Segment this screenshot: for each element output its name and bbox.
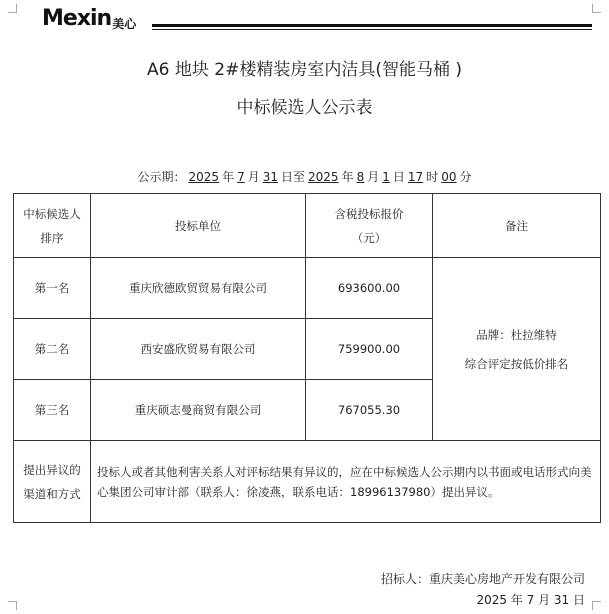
end-hour: 17 [407,170,424,184]
page-corner-mark [592,601,601,610]
objection-label-line2: 渠道和方式 [23,486,81,501]
header-rank-line1: 中标候选人 [23,206,81,221]
header-rank [14,194,91,258]
page-corner-mark [8,4,17,13]
start-day: 31 [262,170,279,184]
unit-hour: 时 [426,170,439,184]
unit-year: 年 [341,170,354,184]
unit-month: 月 [367,170,380,184]
start-year: 2025 [188,170,220,184]
header-bidder: 投标单位 [91,194,306,258]
end-month: 8 [356,170,365,184]
remarks-cell [433,258,601,441]
tenderer-signature: 招标人：重庆美心房地产开发有限公司 [380,572,585,586]
header-remarks: 备注 [433,194,601,258]
objection-row [14,441,601,523]
signature-date: 2025 年 7 月 31 日 [476,593,585,607]
header-price [306,194,433,258]
logo-wordmark: Mexin [42,6,112,31]
logo-cn-text: 美心 [112,17,137,31]
header-rule-thin [152,29,592,30]
company-logo [42,6,136,32]
bidder-cell: 重庆硕志曼商贸有限公司 [91,380,306,441]
objection-label [14,441,91,523]
notice-period-label: 公示期： [137,170,186,184]
header-price-line1: 含税投标报价 [334,206,404,221]
rank-cell: 第一名 [14,258,91,319]
objection-label-line1: 提出异议的 [23,462,81,477]
price-cell: 767055.30 [306,380,433,441]
brand-remark: 品牌：杜拉维特 [476,327,557,342]
rank-cell: 第二名 [14,319,91,380]
unit-minute: 分 [459,170,472,184]
bidder-cell: 西安盛欣贸易有限公司 [91,319,306,380]
table-header-row [14,194,601,258]
page-corner-mark [592,4,601,13]
header-price-line2: （元） [351,230,387,245]
notice-period [0,168,609,185]
end-day: 1 [382,170,390,184]
document-title: A6 地块 2#楼精装房室内洁具(智能马桶 ) [147,60,462,80]
bidder-cell: 重庆欣德欧贸贸易有限公司 [91,258,306,319]
price-cell: 693600.00 [306,258,433,319]
unit-day-to: 日至 [281,170,306,184]
unit-year: 年 [222,170,235,184]
price-cell: 759900.00 [306,319,433,380]
header-rank-line2: 排序 [40,230,64,245]
table-row [14,258,601,319]
page-corner-mark [8,601,17,610]
ranking-remark: 综合评定按低价排名 [464,356,569,371]
unit-month: 月 [247,170,260,184]
header-rule [152,24,592,27]
candidate-table [13,193,601,523]
end-minute: 00 [441,170,457,184]
end-year: 2025 [308,170,339,184]
rank-cell: 第三名 [14,380,91,441]
start-month: 7 [237,170,245,184]
document-subtitle: 中标候选人公示表 [236,98,373,118]
unit-day: 日 [392,170,405,184]
objection-text: 投标人或者其他利害关系人对评标结果有异议的，应在中标候选人公示期内以书面或电话形式向美心集团公司审计部（联系人：徐凌燕，联系电话：18996137980）提出异议。 [91,441,601,523]
